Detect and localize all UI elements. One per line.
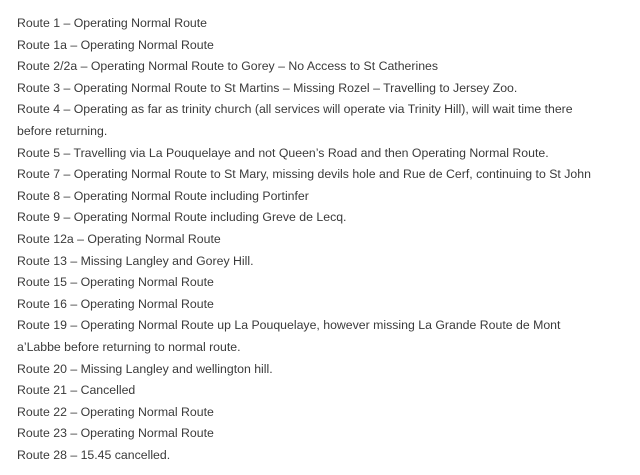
route-8-line: Route 8 – Operating Normal Route including Portinfer <box>17 188 309 203</box>
route-12a-line: Route 12a – Operating Normal Route <box>17 231 221 246</box>
route-4-line-continued: before returning. <box>17 123 108 138</box>
route-7-line: Route 7 – Operating Normal Route to St Mary, missing devils hole and Rue de Cerf, continuing to St John <box>17 167 591 182</box>
route-19-line: Route 19 – Operating Normal Route up La Pouquelaye, however missing La Grande Route de Mont <box>17 318 561 333</box>
route-list <box>17 13 632 466</box>
route-1-line: Route 1 – Operating Normal Route <box>17 16 208 30</box>
route-1a-line: Route 1a – Operating Normal Route <box>17 37 214 52</box>
route-15-line: Route 15 – Operating Normal Route <box>17 275 214 290</box>
route-28-line: Route 28 – 15.45 cancelled. <box>17 447 171 462</box>
route-22-line: Route 22 – Operating Normal Route <box>17 404 214 419</box>
route-16-line: Route 16 – Operating Normal Route <box>17 296 214 311</box>
route-19-line-continued: a’Labbe before returning to normal route. <box>17 339 241 354</box>
route-2-2a-line: Route 2/2a – Operating Normal Route to Gorey – No Access to St Catherines <box>17 59 439 74</box>
route-9-line: Route 9 – Operating Normal Route including Greve de Lecq. <box>17 210 347 225</box>
route-20-line: Route 20 – Missing Langley and wellington hill. <box>17 361 273 376</box>
route-13-line: Route 13 – Missing Langley and Gorey Hill. <box>17 253 254 268</box>
route-5-line: Route 5 – Travelling via La Pouquelaye and not Queen’s Road and then Operating Normal Route. <box>17 145 549 160</box>
route-4-line: Route 4 – Operating as far as trinity church (all services will operate via Trinity Hill), will wait time there <box>17 102 573 117</box>
route-21-line: Route 21 – Cancelled <box>17 383 136 398</box>
route-3-line: Route 3 – Operating Normal Route to St Martins – Missing Rozel – Travelling to Jersey Zoo. <box>17 80 518 95</box>
route-23-line: Route 23 – Operating Normal Route <box>17 426 214 441</box>
